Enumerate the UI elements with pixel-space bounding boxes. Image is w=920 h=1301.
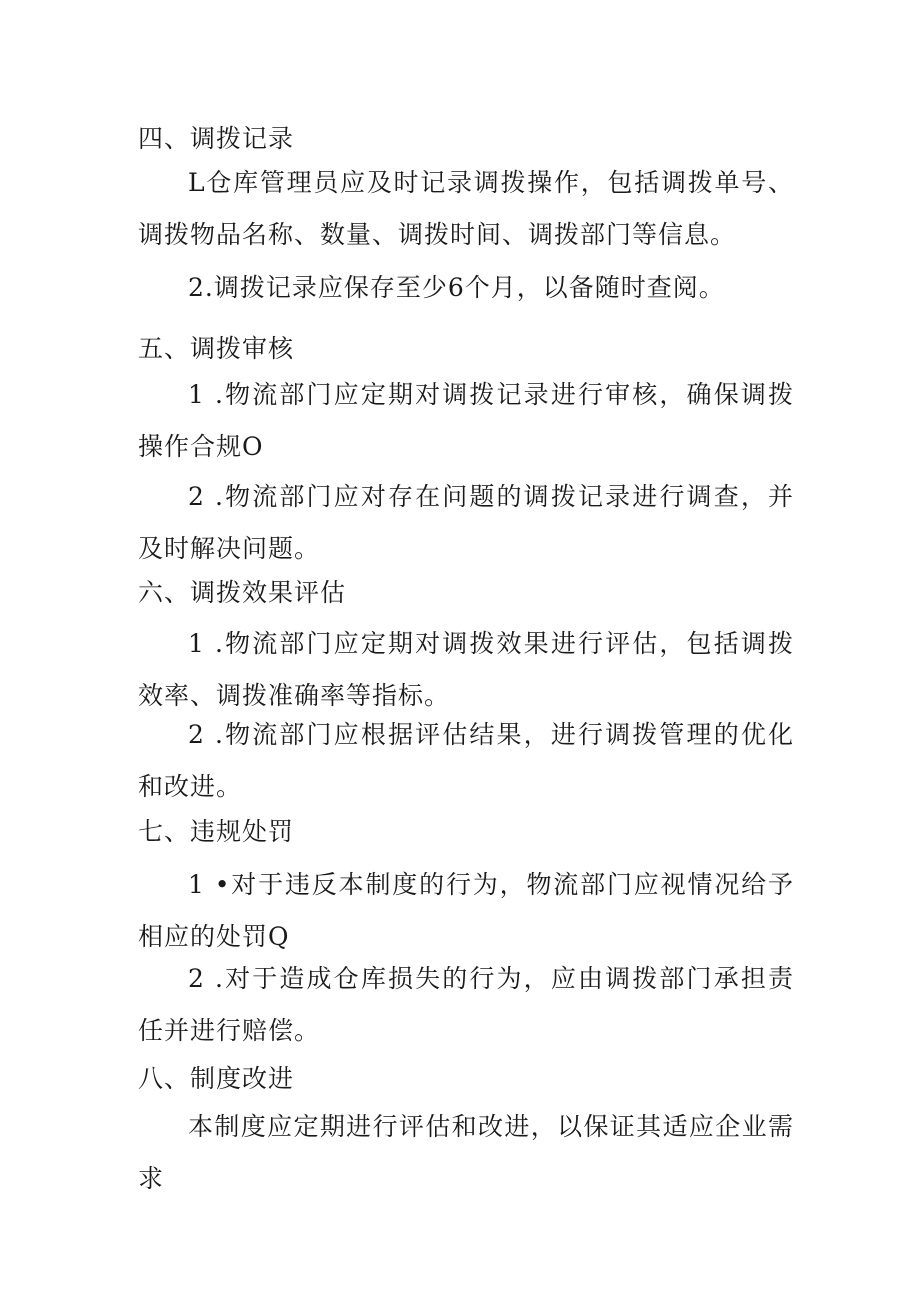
section-heading-4: 四、调拨记录 (138, 124, 295, 153)
section-heading-5: 五、调拨审核 (138, 334, 295, 363)
section-5-paragraph-1: 1 .物流部门应定期对调拨记录进行审核，确保调拨操作合规O (138, 380, 794, 461)
section-7-paragraph-1: 1 •对于违反本制度的行为，物流部门应视情况给予相应的处罚Q (138, 870, 794, 951)
section-heading-8: 八、制度改进 (138, 1064, 295, 1093)
section-6-paragraph-1: 1 .物流部门应定期对调拨效果进行评估，包括调拨效率、调拨准确率等指标。 (138, 629, 794, 710)
section-7-paragraph-2: 2 .对于造成仓库损失的行为，应由调拨部门承担责任并进行赔偿。 (138, 964, 794, 1045)
section-5-paragraph-2: 2 .物流部门应对存在问题的调拨记录进行调查，并及时解决问题。 (138, 482, 794, 563)
section-4-paragraph-1: L仓库管理员应及时记录调拨操作，包括调拨单号、调拨物品名称、数量、调拨时间、调拨部门等信息。 (138, 168, 794, 249)
section-4-paragraph-2: 2.调拨记录应保存至少6个月，以备随时查阅。 (188, 273, 725, 302)
section-heading-6: 六、调拨效果评估 (138, 578, 347, 607)
section-heading-7: 七、违规处罚 (138, 817, 295, 846)
section-6-paragraph-2: 2 .物流部门应根据评估结果，进行调拨管理的优化和改进。 (138, 720, 794, 801)
section-8-paragraph-1: 本制度应定期进行评估和改进，以保证其适应企业需求 (138, 1112, 794, 1193)
